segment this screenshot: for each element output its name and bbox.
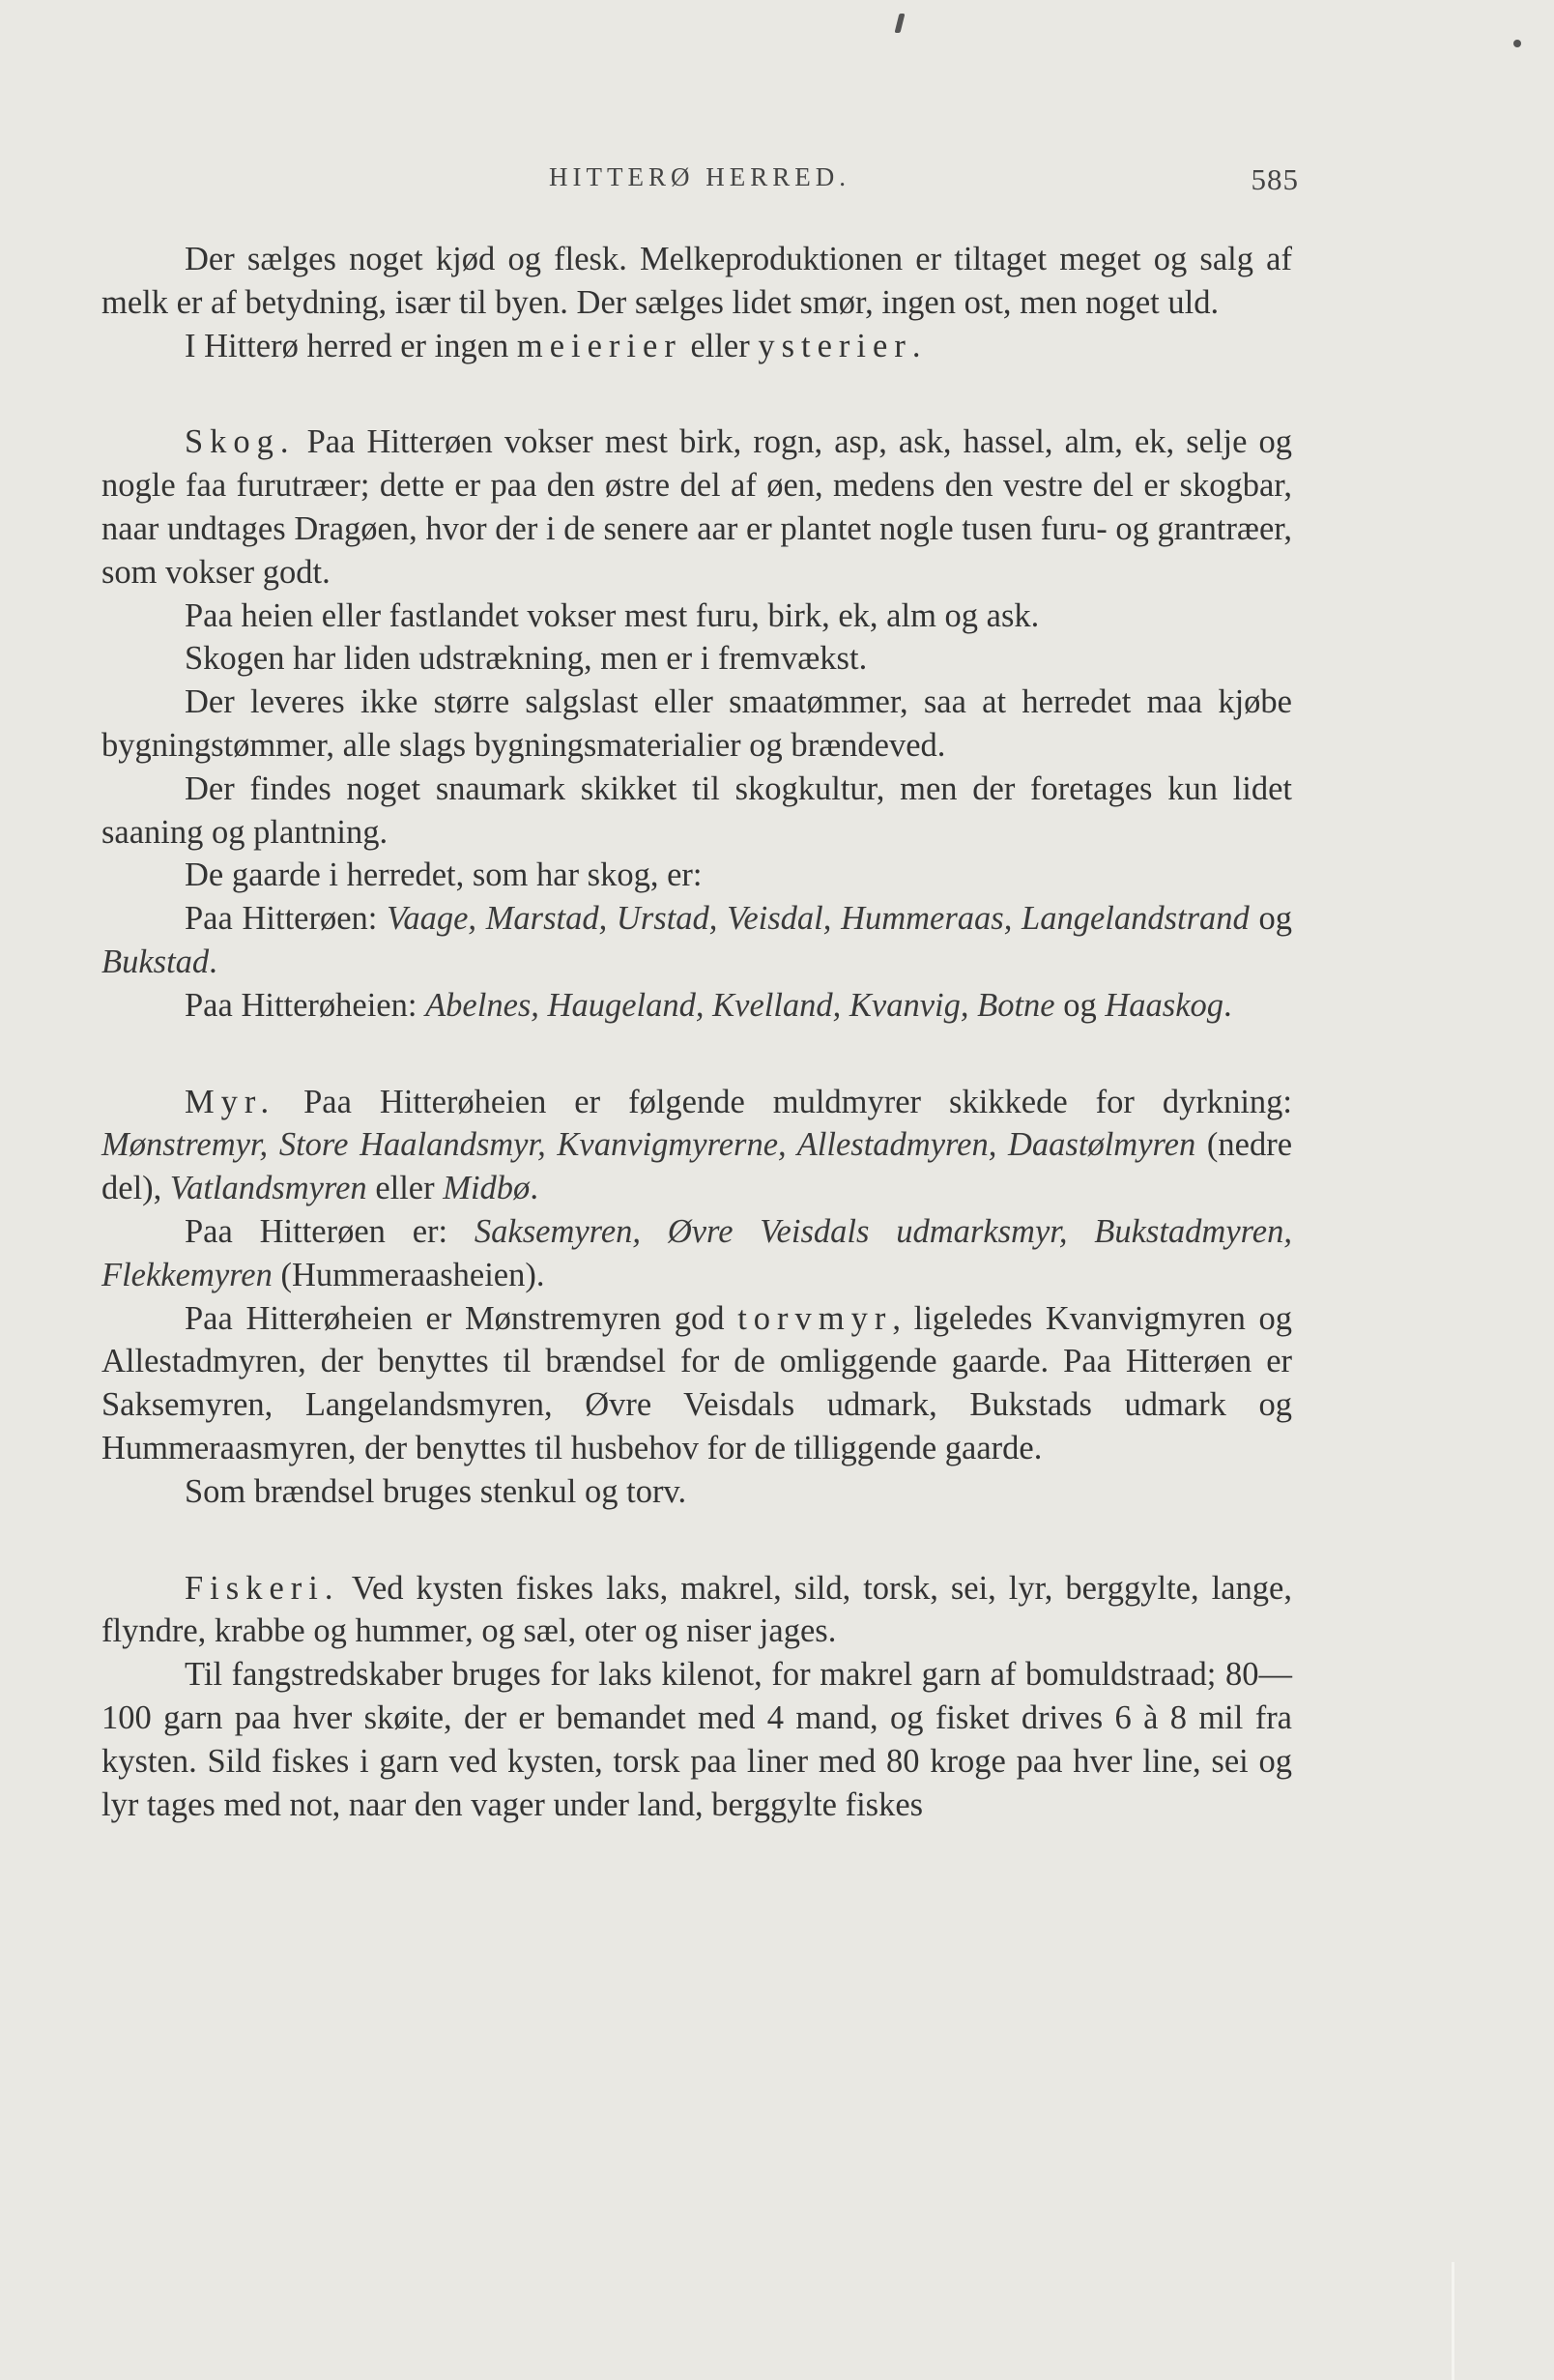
ink-dot: [1513, 40, 1521, 47]
paragraph: Paa Hitterøen: Vaage, Marstad, Urstad, Veisdal, Hummeraas, Langelandstrand og Bukstad.: [101, 900, 1292, 980]
paragraph: De gaarde i herredet, som har skog, er:: [185, 856, 703, 894]
section-heading: Skog.: [185, 423, 296, 461]
body-text: [101, 238, 1292, 1826]
scan-artifact: [1452, 2262, 1454, 2380]
paragraph: Paa Hitterøheien: Abelnes, Haugeland, Kvelland, Kvanvig, Botne og Haaskog.: [185, 986, 1232, 1024]
section-fiskeri: Fiskeri. Ved kysten fiskes laks, makrel, sild, torsk, sei, lyr, berggylte, lange, flyndre, krabbe og hummer, og sæl, oter og niser jages.: [101, 1569, 1292, 1650]
paragraph: Der findes noget snaumark skikket til skogkultur, men der foretages kun lidet saaning og plantning.: [101, 769, 1292, 851]
page-number: 585: [1251, 162, 1299, 196]
paragraph: Paa Hitterøheien er Mønstremyren god torvmyr, ligeledes Kvanvigmyren og Allestadmyren, der benyttes til brændsel for de omliggende gaarde. Paa Hitterøen er Saksemyren, Langelandsmyren, Øvre Veisdals udmark, Bukstads udmark og Hummeraasmyren, der benyttes til husbehov for de tilliggende gaarde.: [101, 1299, 1292, 1466]
paragraph: Til fangstredskaber bruges for laks kilenot, for makrel garn af bomuldstraad; 80—100 garn paa hver skøite, der er bemandet med 4 mand, og fisket drives 6 à 8 mil fra kysten. Sild fiskes i garn ved kysten, torsk paa liner med 80 kroge paa hver line, sei og lyr tages med not, naar den vager under land, berggylte fiskes: [101, 1656, 1292, 1823]
running-title: HITTERØ HERRED.: [549, 162, 850, 191]
section-gap: [101, 367, 1292, 421]
section-myr: Myr. Paa Hitterøheien er følgende muldmyrer skikkede for dyrkning: Mønstremyr, Store Haalandsmyr, Kvanvigmyrerne, Allestadmyren, Daastølmyren (nedre del), Vatlandsmyren eller Midbø.: [101, 1083, 1293, 1207]
paragraph: Som brændsel bruges stenkul og torv.: [185, 1472, 687, 1510]
ink-mark: [895, 14, 906, 33]
running-header: [101, 162, 1299, 201]
paragraph: Der sælges noget kjød og flesk. Melkeproduktionen er tiltaget meget og salg af melk er af betydning, især til byen. Der sælges lidet smør, ingen ost, men noget uld.: [101, 241, 1292, 321]
paragraph: Paa heien eller fastlandet vokser mest furu, birk, ek, alm og ask.: [185, 596, 1040, 634]
paragraph: Paa Hitterøen er: Saksemyren, Øvre Veisdals udmarksmyr, Bukstadmyren, Flekkemyren (Hummeraasheien).: [101, 1212, 1292, 1293]
paragraph: I Hitterø herred er ingen meierier eller ysterier.: [185, 327, 921, 364]
section-gap: [101, 1514, 1292, 1567]
section-gap: [101, 1028, 1292, 1081]
paragraph: Der leveres ikke større salgslast eller smaatømmer, saa at herredet maa kjøbe bygningstømmer, alle slags bygningsmaterialier og brændeved.: [101, 683, 1292, 764]
section-skog: Skog. Paa Hitterøen vokser mest birk, rogn, asp, ask, hassel, alm, ek, selje og nogle faa furutræer; dette er paa den østre del af øen, medens den vestre del er skogbar, naar undtages Dragøen, hvor der i de senere aar er plantet nogle tusen furu- og grantræer, som vokser godt.: [101, 423, 1292, 591]
section-heading: Fiskeri.: [185, 1569, 340, 1607]
paragraph: Skogen har liden udstrækning, men er i fremvækst.: [185, 640, 868, 678]
section-heading: Myr.: [185, 1083, 276, 1120]
